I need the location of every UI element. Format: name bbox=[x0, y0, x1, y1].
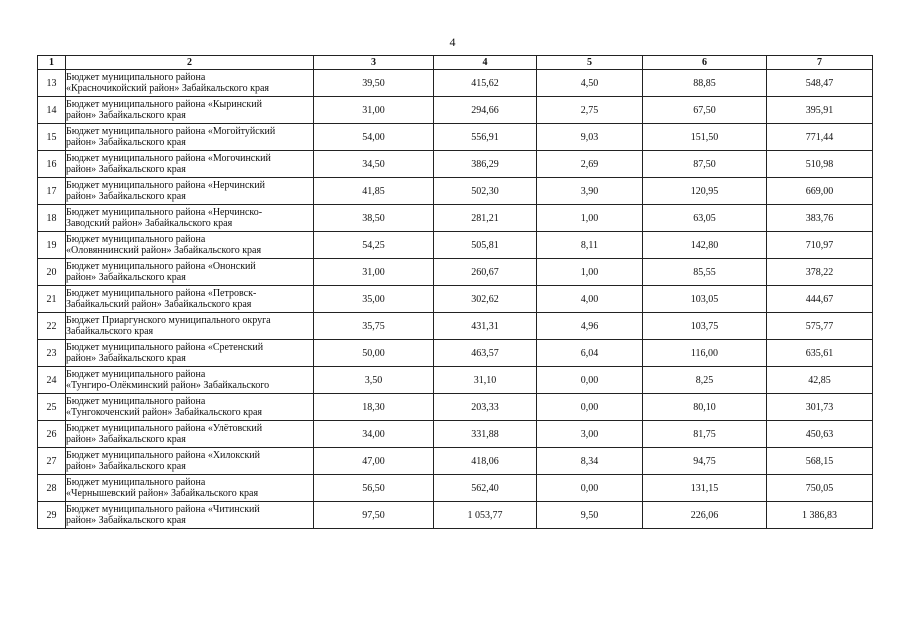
value-col-5: 6,04 bbox=[537, 340, 643, 367]
row-number: 14 bbox=[38, 97, 66, 124]
row-number: 16 bbox=[38, 151, 66, 178]
budget-name-line-2: район» Забайкальского края bbox=[66, 515, 186, 526]
budget-name-line-2: «Красночикойский район» Забайкальского края bbox=[66, 83, 270, 94]
value-col-6: 103,75 bbox=[643, 313, 767, 340]
header-row bbox=[38, 56, 873, 70]
value-col-5: 4,50 bbox=[537, 70, 643, 97]
value-col-6: 142,80 bbox=[643, 232, 767, 259]
value-col-5: 8,34 bbox=[537, 448, 643, 475]
budget-name-line-2: район» Забайкальского края bbox=[66, 164, 186, 175]
value-col-5: 0,00 bbox=[537, 475, 643, 502]
value-col-3: 34,00 bbox=[314, 421, 434, 448]
value-col-7: 378,22 bbox=[767, 259, 873, 286]
row-number: 13 bbox=[38, 70, 66, 97]
budget-name-line-1: Бюджет муниципального района bbox=[66, 477, 206, 488]
budget-name-line-2: Забайкальского края bbox=[66, 326, 154, 337]
value-col-3: 50,00 bbox=[314, 340, 434, 367]
value-col-4: 1 053,77 bbox=[434, 502, 537, 529]
value-col-7: 301,73 bbox=[767, 394, 873, 421]
budget-name-line-2: район» Забайкальского края bbox=[66, 137, 186, 148]
row-number: 28 bbox=[38, 475, 66, 502]
budget-name-line-1: Бюджет муниципального района bbox=[66, 396, 206, 407]
budget-name-line-2: район» Забайкальского края bbox=[66, 272, 186, 283]
table-row bbox=[38, 205, 873, 232]
value-col-6: 67,50 bbox=[643, 97, 767, 124]
budget-name bbox=[66, 259, 314, 286]
budget-name-line-2: район» Забайкальского края bbox=[66, 110, 186, 121]
value-col-7: 383,76 bbox=[767, 205, 873, 232]
value-col-5: 9,50 bbox=[537, 502, 643, 529]
value-col-4: 331,88 bbox=[434, 421, 537, 448]
value-col-5: 4,00 bbox=[537, 286, 643, 313]
value-col-3: 54,00 bbox=[314, 124, 434, 151]
budget-name-line-2: район» Забайкальского края bbox=[66, 461, 186, 472]
value-col-5: 0,00 bbox=[537, 367, 643, 394]
row-number: 27 bbox=[38, 448, 66, 475]
budget-name-line-2: Заводский район» Забайкальского края bbox=[66, 218, 233, 229]
budget-name-line-1: Бюджет муниципального района «Ононский bbox=[66, 261, 256, 272]
budget-name bbox=[66, 97, 314, 124]
table-row bbox=[38, 70, 873, 97]
budget-name bbox=[66, 502, 314, 529]
table-row bbox=[38, 232, 873, 259]
budget-table bbox=[37, 55, 873, 529]
value-col-7: 42,85 bbox=[767, 367, 873, 394]
budget-name-line-2: район» Забайкальского края bbox=[66, 434, 186, 445]
budget-name bbox=[66, 70, 314, 97]
table-row bbox=[38, 178, 873, 205]
value-col-7: 450,63 bbox=[767, 421, 873, 448]
value-col-5: 8,11 bbox=[537, 232, 643, 259]
value-col-3: 41,85 bbox=[314, 178, 434, 205]
budget-name bbox=[66, 124, 314, 151]
table-row bbox=[38, 313, 873, 340]
value-col-6: 8,25 bbox=[643, 367, 767, 394]
value-col-4: 502,30 bbox=[434, 178, 537, 205]
table-row bbox=[38, 367, 873, 394]
budget-name-line-1: Бюджет муниципального района «Сретенский bbox=[66, 342, 264, 353]
value-col-7: 771,44 bbox=[767, 124, 873, 151]
column-header-7: 7 bbox=[767, 56, 873, 70]
value-col-3: 31,00 bbox=[314, 259, 434, 286]
value-col-4: 431,31 bbox=[434, 313, 537, 340]
value-col-6: 63,05 bbox=[643, 205, 767, 232]
value-col-3: 3,50 bbox=[314, 367, 434, 394]
value-col-7: 510,98 bbox=[767, 151, 873, 178]
budget-name bbox=[66, 367, 314, 394]
column-header-1: 1 bbox=[38, 56, 66, 70]
table-row bbox=[38, 448, 873, 475]
budget-name-line-2: «Оловяннинский район» Забайкальского края bbox=[66, 245, 262, 256]
value-col-7: 575,77 bbox=[767, 313, 873, 340]
value-col-7: 395,91 bbox=[767, 97, 873, 124]
value-col-6: 226,06 bbox=[643, 502, 767, 529]
value-col-6: 88,85 bbox=[643, 70, 767, 97]
budget-name bbox=[66, 448, 314, 475]
table-row bbox=[38, 475, 873, 502]
value-col-4: 294,66 bbox=[434, 97, 537, 124]
budget-name-line-2: «Тунгокоченский район» Забайкальского края bbox=[66, 407, 263, 418]
value-col-6: 80,10 bbox=[643, 394, 767, 421]
budget-name-line-1: Бюджет муниципального района «Улётовский bbox=[66, 423, 263, 434]
row-number: 19 bbox=[38, 232, 66, 259]
row-number: 15 bbox=[38, 124, 66, 151]
table-row bbox=[38, 340, 873, 367]
value-col-6: 81,75 bbox=[643, 421, 767, 448]
value-col-3: 38,50 bbox=[314, 205, 434, 232]
value-col-4: 281,21 bbox=[434, 205, 537, 232]
value-col-5: 2,69 bbox=[537, 151, 643, 178]
row-number: 24 bbox=[38, 367, 66, 394]
page-number: 4 bbox=[449, 35, 456, 49]
value-col-7: 750,05 bbox=[767, 475, 873, 502]
column-header-2: 2 bbox=[66, 56, 314, 70]
value-col-7: 444,67 bbox=[767, 286, 873, 313]
value-col-5: 3,90 bbox=[537, 178, 643, 205]
value-col-3: 54,25 bbox=[314, 232, 434, 259]
value-col-4: 505,81 bbox=[434, 232, 537, 259]
budget-name-line-1: Бюджет муниципального района «Нерчинский bbox=[66, 180, 265, 191]
row-number: 25 bbox=[38, 394, 66, 421]
value-col-3: 39,50 bbox=[314, 70, 434, 97]
value-col-3: 18,30 bbox=[314, 394, 434, 421]
table-row bbox=[38, 124, 873, 151]
value-col-6: 131,15 bbox=[643, 475, 767, 502]
value-col-4: 203,33 bbox=[434, 394, 537, 421]
value-col-6: 85,55 bbox=[643, 259, 767, 286]
budget-name bbox=[66, 232, 314, 259]
value-col-4: 415,62 bbox=[434, 70, 537, 97]
budget-name-line-2: Забайкальский район» Забайкальского края bbox=[66, 299, 252, 310]
table-header bbox=[38, 56, 873, 70]
value-col-7: 710,97 bbox=[767, 232, 873, 259]
budget-name-line-1: Бюджет муниципального района bbox=[66, 369, 206, 380]
value-col-4: 386,29 bbox=[434, 151, 537, 178]
budget-name bbox=[66, 286, 314, 313]
column-header-5: 5 bbox=[537, 56, 643, 70]
budget-name-line-2: район» Забайкальского края bbox=[66, 353, 186, 364]
budget-name-line-2: «Чернышевский район» Забайкальского края bbox=[66, 488, 259, 499]
value-col-6: 87,50 bbox=[643, 151, 767, 178]
budget-name-line-1: Бюджет муниципального района «Могочинский bbox=[66, 153, 271, 164]
budget-name bbox=[66, 178, 314, 205]
column-header-6: 6 bbox=[643, 56, 767, 70]
budget-name-line-1: Бюджет муниципального района bbox=[66, 234, 206, 245]
budget-name bbox=[66, 205, 314, 232]
value-col-5: 2,75 bbox=[537, 97, 643, 124]
value-col-7: 1 386,83 bbox=[767, 502, 873, 529]
budget-name-line-1: Бюджет муниципального района «Кыринский bbox=[66, 99, 262, 110]
budget-name-line-1: Бюджет муниципального района «Хилокский bbox=[66, 450, 260, 461]
row-number: 22 bbox=[38, 313, 66, 340]
value-col-7: 548,47 bbox=[767, 70, 873, 97]
table-row bbox=[38, 502, 873, 529]
budget-name bbox=[66, 394, 314, 421]
value-col-4: 31,10 bbox=[434, 367, 537, 394]
value-col-3: 34,50 bbox=[314, 151, 434, 178]
table-row bbox=[38, 259, 873, 286]
row-number: 23 bbox=[38, 340, 66, 367]
value-col-4: 463,57 bbox=[434, 340, 537, 367]
budget-name bbox=[66, 151, 314, 178]
table-row bbox=[38, 286, 873, 313]
budget-name bbox=[66, 340, 314, 367]
value-col-6: 103,05 bbox=[643, 286, 767, 313]
budget-name-line-1: Бюджет Приаргунского муниципального округа bbox=[66, 315, 271, 326]
budget-name bbox=[66, 475, 314, 502]
table-row bbox=[38, 421, 873, 448]
row-number: 17 bbox=[38, 178, 66, 205]
budget-name-line-1: Бюджет муниципального района «Петровск- bbox=[66, 288, 257, 299]
value-col-3: 35,00 bbox=[314, 286, 434, 313]
budget-name-line-2: «Тунгиро-Олёкминский район» Забайкальского bbox=[66, 380, 270, 391]
value-col-5: 3,00 bbox=[537, 421, 643, 448]
budget-name-line-1: Бюджет муниципального района «Читинский bbox=[66, 504, 260, 515]
value-col-3: 35,75 bbox=[314, 313, 434, 340]
row-number: 18 bbox=[38, 205, 66, 232]
value-col-5: 1,00 bbox=[537, 205, 643, 232]
value-col-7: 635,61 bbox=[767, 340, 873, 367]
budget-name-line-2: район» Забайкальского края bbox=[66, 191, 186, 202]
budget-name bbox=[66, 421, 314, 448]
value-col-4: 556,91 bbox=[434, 124, 537, 151]
row-number: 29 bbox=[38, 502, 66, 529]
row-number: 26 bbox=[38, 421, 66, 448]
budget-name-line-1: Бюджет муниципального района bbox=[66, 72, 206, 83]
table-row bbox=[38, 97, 873, 124]
value-col-5: 9,03 bbox=[537, 124, 643, 151]
table-row bbox=[38, 394, 873, 421]
value-col-6: 116,00 bbox=[643, 340, 767, 367]
budget-name-line-1: Бюджет муниципального района «Могойтуйский bbox=[66, 126, 276, 137]
column-header-3: 3 bbox=[314, 56, 434, 70]
value-col-4: 418,06 bbox=[434, 448, 537, 475]
value-col-3: 31,00 bbox=[314, 97, 434, 124]
value-col-3: 47,00 bbox=[314, 448, 434, 475]
table-row bbox=[38, 151, 873, 178]
row-number: 20 bbox=[38, 259, 66, 286]
value-col-6: 151,50 bbox=[643, 124, 767, 151]
value-col-6: 94,75 bbox=[643, 448, 767, 475]
value-col-7: 669,00 bbox=[767, 178, 873, 205]
value-col-5: 4,96 bbox=[537, 313, 643, 340]
value-col-5: 0,00 bbox=[537, 394, 643, 421]
budget-name-line-1: Бюджет муниципального района «Нерчинско- bbox=[66, 207, 263, 218]
value-col-3: 56,50 bbox=[314, 475, 434, 502]
value-col-4: 302,62 bbox=[434, 286, 537, 313]
value-col-4: 260,67 bbox=[434, 259, 537, 286]
table-body bbox=[38, 70, 873, 529]
row-number: 21 bbox=[38, 286, 66, 313]
value-col-4: 562,40 bbox=[434, 475, 537, 502]
value-col-7: 568,15 bbox=[767, 448, 873, 475]
column-header-4: 4 bbox=[434, 56, 537, 70]
value-col-6: 120,95 bbox=[643, 178, 767, 205]
value-col-3: 97,50 bbox=[314, 502, 434, 529]
value-col-5: 1,00 bbox=[537, 259, 643, 286]
budget-name bbox=[66, 313, 314, 340]
